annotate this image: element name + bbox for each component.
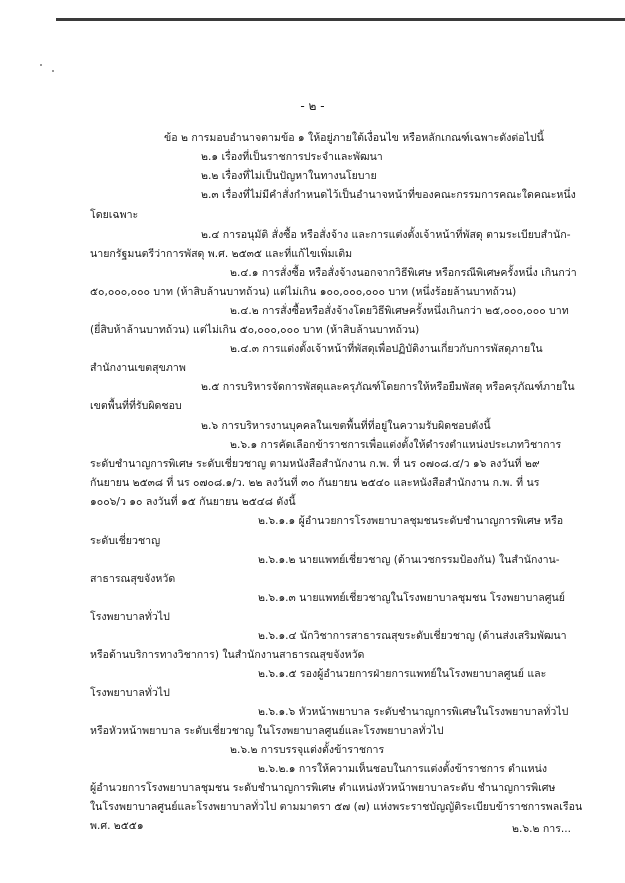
item-2-6: ๒.๖ การบริหารงานบุคคลในเขตพื้นที่ที่อยู่ในความรับผิดชอบดังนี้: [201, 420, 491, 432]
item-2-6-1: ๒.๖.๑ การคัดเลือกข้าราชการเพื่อแต่งตั้งให้ดำรงตำแหน่งประเภทวิชาการ: [230, 439, 562, 451]
item-2-6-1-4: ๒.๖.๑.๔ นักวิชาการสาธารณสุขระดับเชี่ยวชาญ (ด้านส่งเสริมพัฒนา: [258, 630, 567, 642]
item-2-6-2: ๒.๖.๒ การบรรจุแต่งตั้งข้าราชการ: [230, 744, 385, 756]
scan-top-edge: [56, 18, 625, 21]
item-2-5-cont: เขตพื้นที่ที่รับผิดชอบ: [90, 400, 182, 412]
scan-speck: [40, 64, 42, 66]
item-2-6-1-6: ๒.๖.๑.๖ หัวหน้าพยาบาล ระดับชำนาญการพิเศษในโรงพยาบาลทั่วไป: [258, 706, 569, 718]
item-2-6-2-1: ๒.๖.๒.๑ การให้ความเห็นชอบในการแต่งตั้งข้าราชการ ตำแหน่ง: [258, 763, 548, 775]
scan-speck: [52, 70, 54, 72]
item-2-4-2: ๒.๔.๒ การสั่งซื้อหรือสั่งจ้างโดยวิธีพิเศษครั้งหนึ่งเกินกว่า ๒๕,๐๐๐,๐๐๐ บาท: [230, 305, 569, 317]
item-2-6-1-1: ๒.๖.๑.๑ ผู้อำนวยการโรงพยาบาลชุมชนระดับชำนาญการพิเศษ หรือ: [258, 515, 564, 527]
item-2-3-cont: โดยเฉพาะ: [90, 209, 139, 221]
item-2-6-1-cont-b: กันยายน ๒๕๓๘ ที่ นร ๐๗๐๘.๑/ว. ๒๒ ลงวันที่ ๓๐ กันยายน ๒๕๔๐ และหนังสือสำนักงาน ก.พ. ที่ นร: [90, 477, 540, 489]
item-2-4: ๒.๔ การอนุมัติ สั่งซื้อ หรือสั่งจ้าง และการแต่งตั้งเจ้าหน้าที่พัสดุ ตามระเบียบสำนัก-: [201, 229, 571, 241]
item-2-2: ๒.๒ เรื่องที่ไม่เป็นปัญหาในทางนโยบาย: [201, 170, 377, 182]
item-2-4-2-cont: (ยี่สิบห้าล้านบาทถ้วน) แต่ไม่เกิน ๕๐,๐๐๐,๐๐๐ บาท (ห้าสิบล้านบาทถ้วน): [90, 324, 420, 336]
item-2-6-1-2-cont: สาธารณสุขจังหวัด: [90, 573, 176, 585]
item-2-6-2-1-cont-a: ผู้อำนวยการโรงพยาบาลชุมชน ระดับชำนาญการพิเศษ ตำแหน่งหัวหน้าพยาบาลระดับ ชำนาญการพิเศษ: [90, 782, 556, 794]
item-2-6-2-1-cont-b: ในโรงพยาบาลศูนย์และโรงพยาบาลทั่วไป ตามมาตรา ๕๗ (๗) แห่งพระราชบัญญัติระเบียบข้าราชการพลเรือน: [90, 801, 583, 813]
page-number: - ๒ -: [300, 99, 325, 113]
item-2-1: ๒.๑ เรื่องที่เป็นราชการประจำและพัฒนา: [201, 151, 383, 163]
item-2-5: ๒.๕ การบริหารจัดการพัสดุและครุภัณฑ์โดยการให้หรือยืมพัสดุ หรือครุภัณฑ์ภายใน: [201, 381, 575, 393]
continuation-marker: ๒.๖.๒ การ...: [512, 823, 571, 835]
item-2-4-1-cont: ๕๐,๐๐๐,๐๐๐ บาท (ห้าสิบล้านบาทถ้วน) แต่ไม่เกิน ๑๐๐,๐๐๐,๐๐๐ บาท (หนึ่งร้อยล้านบาทถ้วน): [90, 286, 517, 298]
item-2-6-1-5: ๒.๖.๑.๕ รองผู้อำนวยการฝ่ายการแพทย์ในโรงพยาบาลศูนย์ และ: [258, 668, 547, 680]
item-2-6-1-3-cont: โรงพยาบาลทั่วไป: [90, 611, 170, 623]
item-2-6-1-4-cont: หรือด้านบริการทางวิชาการ) ในสำนักงานสาธารณสุขจังหวัด: [90, 649, 365, 661]
item-2-6-1-3: ๒.๖.๑.๓ นายแพทย์เชี่ยวชาญในโรงพยาบาลชุมชน โรงพยาบาลศูนย์: [258, 592, 565, 604]
item-2-6-1-cont-c: ๑๐๐๖/ว ๑๐ ลงวันที่ ๑๕ กันยายน ๒๕๔๘ ดังนี้: [90, 496, 296, 508]
item-2-4-3-cont: สำนักงานเขตสุขภาพ: [90, 362, 186, 374]
item-2-3: ๒.๓ เรื่องที่ไม่มีคำสั่งกำหนดไว้เป็นอำนาจหน้าที่ของคณะกรรมการคณะใดคณะหนึ่ง: [201, 189, 576, 201]
item-2-6-1-6-cont: หรือหัวหน้าพยาบาล ระดับเชี่ยวชาญ ในโรงพยาบาลศูนย์และโรงพยาบาลทั่วไป: [90, 725, 444, 737]
item-2-6-2-1-cont-c: พ.ศ. ๒๕๕๑: [90, 820, 144, 832]
item-2-4-3: ๒.๔.๓ การแต่งตั้งเจ้าหน้าที่พัสดุเพื่อปฏิบัติงานเกี่ยวกับการพัสดุภายใน: [230, 343, 543, 355]
item-2-6-1-cont-a: ระดับชำนาญการพิเศษ ระดับเชี่ยวชาญ ตามหนังสือสำนักงาน ก.พ. ที่ นร ๐๗๐๘.๔/ว ๑๖ ลงวันที่ ๒๙: [90, 458, 540, 470]
item-2-6-1-1-cont: ระดับเชี่ยวชาญ: [90, 535, 161, 547]
item-2-6-1-5-cont: โรงพยาบาลทั่วไป: [90, 687, 170, 699]
item-2-6-1-2: ๒.๖.๑.๒ นายแพทย์เชี่ยวชาญ (ด้านเวชกรรมป้องกัน) ในสำนักงาน-: [258, 554, 560, 566]
item-2-4-1: ๒.๔.๑ การสั่งซื้อ หรือสั่งจ้างนอกจากวิธีพิเศษ หรือกรณีพิเศษครั้งหนึ่ง เกินกว่า: [230, 267, 577, 279]
item-2-4-cont: นายกรัฐมนตรีว่าการพัสดุ พ.ศ. ๒๕๓๕ และที่แก้ไขเพิ่มเติม: [90, 248, 353, 260]
clause-2-heading: ข้อ ๒ การมอบอำนาจตามข้อ ๑ ให้อยู่ภายใต้เงื่อนไข หรือหลักเกณฑ์เฉพาะดังต่อไปนี้: [164, 132, 544, 144]
